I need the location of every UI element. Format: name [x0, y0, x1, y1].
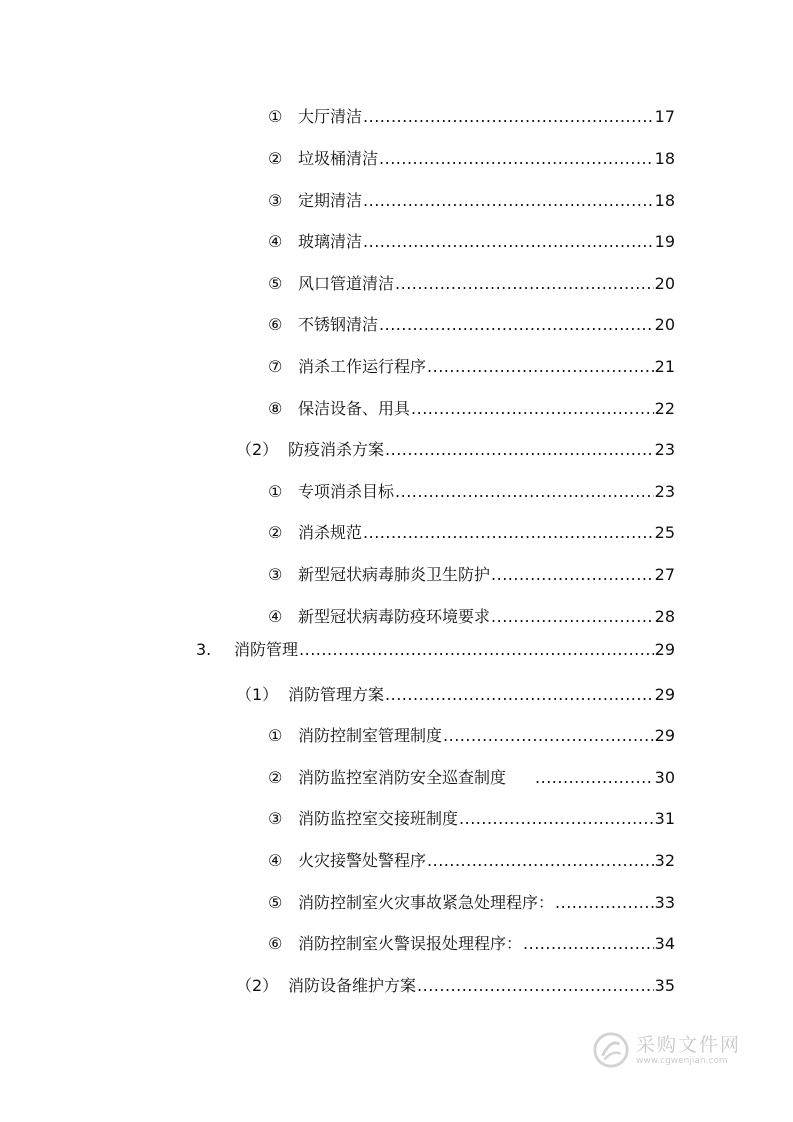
toc-entry-title: 玻璃清洁 [298, 232, 363, 251]
toc-entry-page: 29 [654, 726, 675, 745]
toc-entry-page: 29 [654, 640, 675, 659]
toc-entry-page: 29 [654, 685, 675, 704]
toc-dot-leader [363, 232, 654, 252]
toc-entry-title: 消杀规范 [298, 523, 363, 542]
toc-entry-title: 不锈钢清洁 [298, 315, 379, 334]
toc-dot-leader [555, 893, 654, 913]
toc-dot-leader [385, 685, 654, 705]
toc-entry[interactable] [268, 107, 675, 127]
toc-entry-page: 19 [654, 232, 675, 251]
toc-entry[interactable] [236, 685, 675, 705]
toc-entry-page: 22 [654, 399, 675, 418]
toc-entry[interactable] [268, 149, 675, 169]
toc-dot-leader [363, 191, 654, 211]
toc-entry-number: 3. [196, 640, 212, 659]
toc-entry-title: 防疫消杀方案 [288, 440, 385, 459]
toc-entry[interactable] [268, 726, 675, 746]
toc-dot-leader [363, 107, 654, 127]
toc-entry-page: 20 [654, 315, 675, 334]
toc-dot-leader [395, 482, 654, 502]
toc-dot-leader [535, 768, 654, 788]
toc-entry-page: 25 [654, 523, 675, 542]
watermark-name: 采购文件网 [636, 1033, 742, 1056]
toc-entry-number: ① [268, 726, 283, 745]
toc-entry[interactable] [236, 976, 675, 996]
toc-entry-title: 消防控制室火灾事故紧急处理程序： [298, 893, 555, 912]
toc-entry-number: ④ [268, 607, 283, 626]
toc-entry[interactable] [268, 607, 675, 627]
toc-entry-page: 18 [654, 191, 675, 210]
toc-entry[interactable] [268, 893, 675, 913]
toc-entry-title: 垃圾桶清洁 [298, 149, 379, 168]
toc-entry-number: ② [268, 768, 283, 787]
toc-entry[interactable] [236, 440, 675, 460]
toc-entry-page: 23 [654, 482, 675, 501]
toc-entry[interactable] [268, 809, 675, 829]
toc-entry-page: 34 [654, 934, 675, 953]
toc-entry-number: ⑧ [268, 399, 283, 418]
toc-entry[interactable] [268, 315, 675, 335]
toc-entry-page: 30 [654, 768, 675, 787]
toc-entry-number: ③ [268, 565, 283, 584]
toc-entry[interactable] [268, 523, 675, 543]
toc-entry-title: 消防控制室火警误报处理程序： [298, 934, 523, 953]
toc-entry[interactable] [268, 934, 675, 954]
toc-entry[interactable] [196, 640, 675, 660]
toc-entry[interactable] [268, 232, 675, 252]
toc-dot-leader [385, 440, 654, 460]
toc-entry-page: 35 [654, 976, 675, 995]
toc-dot-leader [363, 523, 654, 543]
watermark [592, 1028, 752, 1072]
toc-entry-title: 定期清洁 [298, 191, 363, 210]
toc-entry-title: 火灾接警处警程序 [298, 851, 427, 870]
toc-entry-number: ⑥ [268, 934, 283, 953]
toc-dot-leader [427, 851, 654, 871]
toc-entry[interactable] [268, 191, 675, 211]
toc-entry-number: ② [268, 523, 283, 542]
toc-dot-leader [417, 976, 654, 996]
toc-entry-title: 消杀工作运行程序 [298, 357, 427, 376]
toc-entry-title: 保洁设备、用具 [298, 399, 411, 418]
toc-entry-number: （1） [236, 685, 279, 704]
toc-entry-page: 17 [654, 107, 675, 126]
toc-entry-number: ⑦ [268, 357, 283, 376]
toc-entry-number: ④ [268, 851, 283, 870]
toc-entry-page: 27 [654, 565, 675, 584]
toc-entry-number: ① [268, 482, 283, 501]
toc-entry-number: （2） [236, 976, 279, 995]
toc-entry[interactable] [268, 768, 675, 788]
toc-entry-page: 31 [654, 809, 675, 828]
toc-entry[interactable] [268, 399, 675, 419]
toc-entry[interactable] [268, 565, 675, 585]
toc-entry-number: ⑤ [268, 893, 283, 912]
toc-dot-leader [395, 274, 654, 294]
toc-dot-leader [379, 149, 654, 169]
toc-entry-page: 18 [654, 149, 675, 168]
toc-entry-title: 风口管道清洁 [298, 274, 395, 293]
toc-entry-number: ⑥ [268, 315, 283, 334]
toc-dot-leader [459, 809, 654, 829]
toc-entry-number: ③ [268, 809, 283, 828]
toc-entry-title: 消防监控室消防安全巡查制度 [298, 768, 507, 787]
watermark-logo-icon [592, 1031, 630, 1069]
toc-entry[interactable] [268, 274, 675, 294]
toc-entry-title: 新型冠状病毒肺炎卫生防护 [298, 565, 491, 584]
toc-entry-title: 消防管理方案 [288, 685, 385, 704]
toc-dot-leader [411, 399, 654, 419]
toc-dot-leader [299, 640, 654, 660]
toc-entry-number: ③ [268, 191, 283, 210]
toc-entry[interactable] [268, 482, 675, 502]
toc-dot-leader [427, 357, 654, 377]
toc-entry-title: 消防管理 [234, 640, 299, 659]
toc-dot-leader [491, 607, 654, 627]
toc-entry-page: 32 [654, 851, 675, 870]
toc-entry-page: 20 [654, 274, 675, 293]
toc-entry-page: 21 [654, 357, 675, 376]
toc-dot-leader [491, 565, 654, 585]
toc-entry-page: 28 [654, 607, 675, 626]
toc-entry-title: 消防设备维护方案 [288, 976, 417, 995]
toc-entry-title: 大厅清洁 [298, 107, 363, 126]
toc-entry-number: ⑤ [268, 274, 283, 293]
toc-entry-title: 新型冠状病毒防疫环境要求 [298, 607, 491, 626]
toc-entry-number: （2） [236, 440, 279, 459]
toc-entry-page: 33 [654, 893, 675, 912]
toc-entry-title: 专项消杀目标 [298, 482, 395, 501]
toc-dot-leader [523, 934, 654, 954]
toc-entry-number: ① [268, 107, 283, 126]
toc-entry-title: 消防控制室管理制度 [298, 726, 443, 745]
toc-entry-number: ④ [268, 232, 283, 251]
toc-dot-leader [443, 726, 654, 746]
toc-entry-number: ② [268, 149, 283, 168]
toc-entry[interactable] [268, 357, 675, 377]
toc-dot-leader [379, 315, 654, 335]
toc-entry-title: 消防监控室交接班制度 [298, 809, 459, 828]
watermark-url: www.cgwenjian.com [636, 1055, 728, 1066]
toc-entry[interactable] [268, 851, 675, 871]
toc-entry-page: 23 [654, 440, 675, 459]
